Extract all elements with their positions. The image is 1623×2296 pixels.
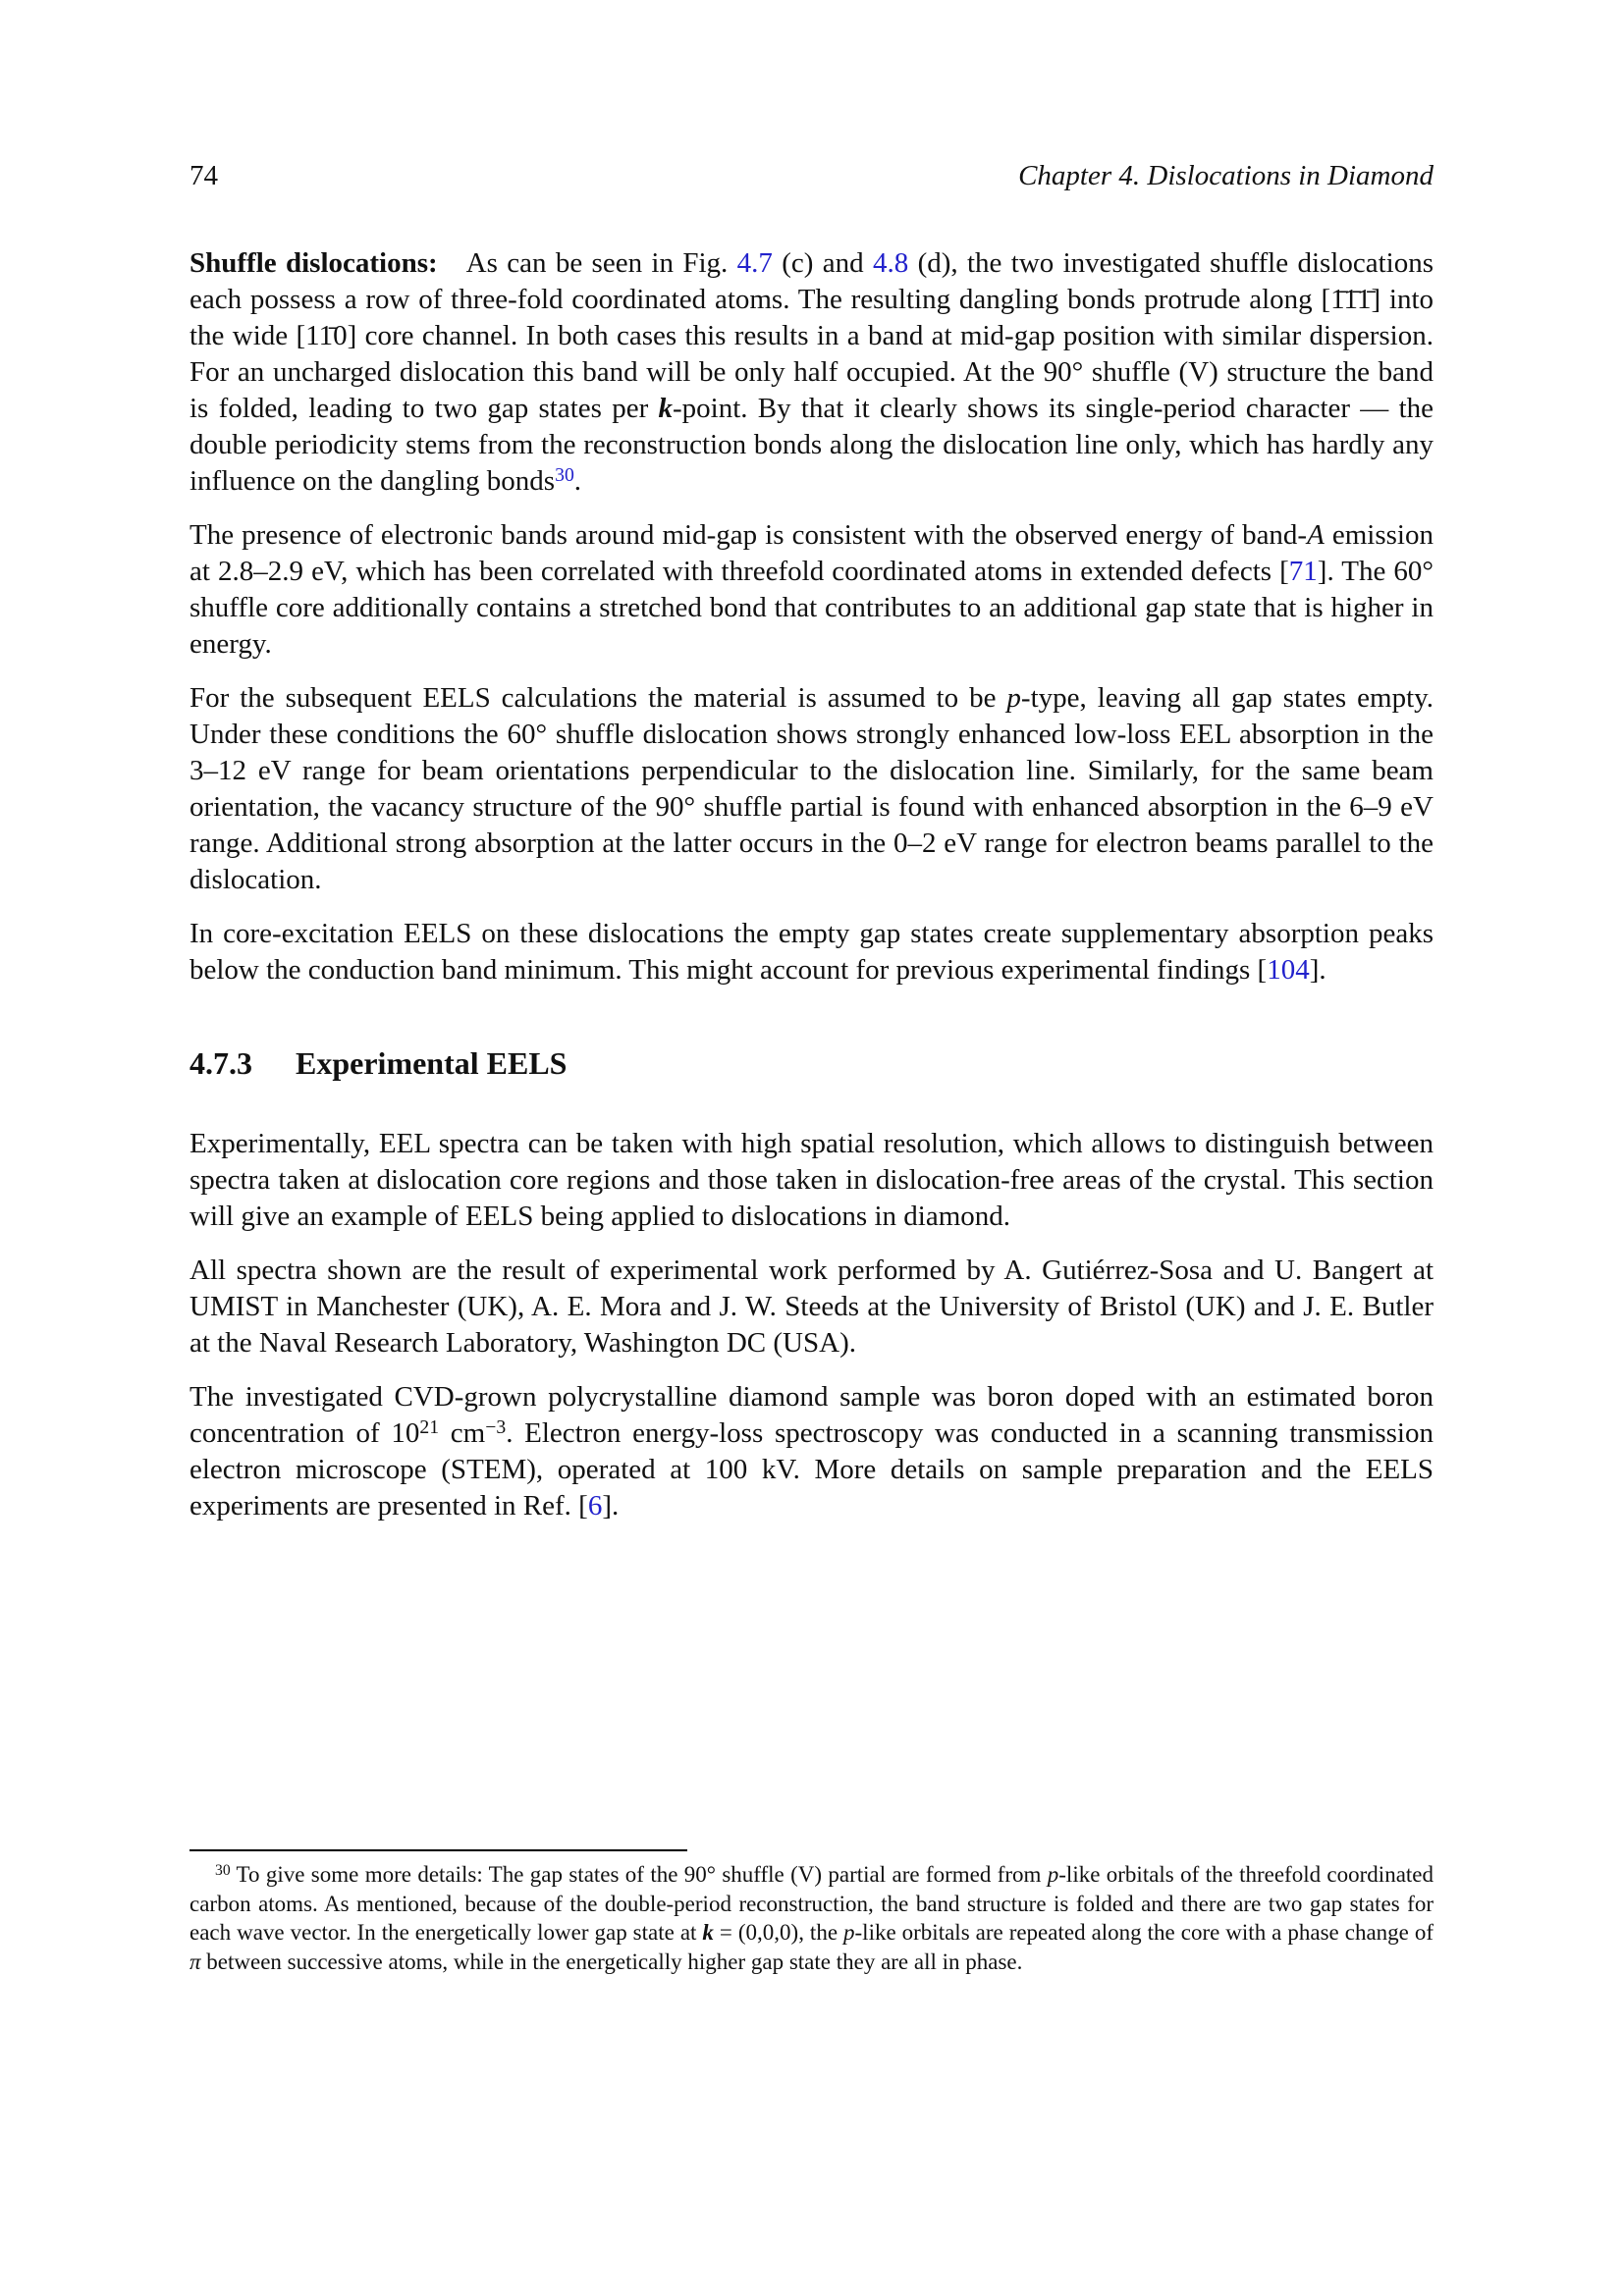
section-title: Experimental EELS xyxy=(296,1045,568,1081)
text-run: = (0,0,0), the xyxy=(713,1920,844,1945)
text-run: between successive atoms, while in the energetically higher gap state they are all in phase. xyxy=(200,1949,1023,1974)
text-run: A xyxy=(1307,519,1325,551)
text-run: . Electron energy-loss spectroscopy was conducted in a scanning transmission electron microscope (STEM), operated at 100 kV. More details on sample preparation and the EELS experiments are presented in Ref. [ xyxy=(189,1417,1434,1522)
paragraph-core-excitation xyxy=(189,916,1434,988)
text-run: All spectra shown are the result of experimental work performed by A. Gutiérrez-Sosa and U. Bangert at UMIST in Manchester (UK), A. E. Mora and J. W. Steeds at the University of Bristol (UK) and J. E. Butler at the Naval Research Laboratory, Washington DC (USA). xyxy=(189,1255,1434,1359)
text-run: emission at 2.8–2.9 eV, which has been correlated with threefold coordinated atoms in extended defects [ xyxy=(189,519,1434,587)
section-heading xyxy=(189,1043,1434,1083)
text-run: The presence of electronic bands around mid-gap is consistent with the observed energy of band- xyxy=(189,519,1308,551)
text-run: −3 xyxy=(485,1416,507,1439)
text-run: . xyxy=(573,465,582,497)
footnote-rule xyxy=(189,1849,687,1851)
text-run: 21 xyxy=(419,1416,440,1439)
figure-ref-4-7[interactable]: 4.7 xyxy=(736,247,773,279)
text-run: (c) and xyxy=(772,247,873,279)
citation-6[interactable]: 6 xyxy=(587,1490,603,1522)
text-run: ]. xyxy=(1309,954,1326,986)
page-number: 74 xyxy=(189,160,218,191)
text-run: ]. The 60° shuffle core additionally contains a stretched bond that contributes to an additional gap state that is higher in energy. xyxy=(189,556,1434,660)
text-run: k xyxy=(658,393,673,424)
footnote-marker-30: 30 xyxy=(215,1861,231,1879)
footnote-area xyxy=(189,1849,1434,1976)
footnote-30 xyxy=(189,1860,1434,1976)
running-title: Chapter 4. Dislocations in Diamond xyxy=(1018,160,1434,191)
paragraph-experimental-eels-intro xyxy=(189,1126,1434,1235)
text-run: (d), the two investigated shuffle dislocations each possess a row of three-fold coordinated atoms. The resulting dangling bonds protrude along [1̄1̄1̄] into the wide [11̄0] core channel. In both cases this results in a band at mid-gap position with similar dispersion. For an uncharged dislocation this band will be only half occupied. At the 90° shuffle (V) structure the band is folded, leading to two gap states per xyxy=(189,247,1434,424)
text-run: For the subsequent EELS calculations the material is assumed to be xyxy=(189,682,1007,714)
text-run: Experimentally, EEL spectra can be taken with high spatial resolution, which allows to distinguish between spectra taken at dislocation core regions and those taken in dislocation-free areas of the crystal. This section will give an example of EELS being applied to dislocations in diamond. xyxy=(189,1128,1434,1232)
paragraph-sample-description xyxy=(189,1379,1434,1524)
text-run: p xyxy=(1047,1862,1059,1887)
text-run: -like orbitals are repeated along the core with a phase change of xyxy=(854,1920,1434,1945)
figure-ref-4-8[interactable]: 4.8 xyxy=(872,247,909,279)
citation-71[interactable]: 71 xyxy=(1288,556,1318,587)
paragraph-collaborators xyxy=(189,1253,1434,1362)
text-run: -point. By that it clearly shows its single-period character — the double periodicity stems from the reconstruction bonds along the dislocation line only, which has hardly any influence on the dangling bonds xyxy=(189,393,1434,497)
text-run: -like orbitals of the threefold coordinated carbon atoms. As mentioned, because of the double-period reconstruction, the band structure is folded and there are two gap states for each wave vector. In the energetically lower gap state at xyxy=(189,1862,1434,1945)
text-run: p xyxy=(843,1920,855,1945)
paragraph-shuffle-dislocations xyxy=(189,245,1434,500)
text-run: To give some more details: The gap states of the 90° shuffle (V) partial are formed from xyxy=(230,1862,1048,1887)
text-run: As can be seen in Fig. xyxy=(437,247,737,279)
citation-104[interactable]: 104 xyxy=(1267,954,1310,986)
page-header xyxy=(189,160,1434,191)
text-run: cm xyxy=(439,1417,486,1449)
page-body xyxy=(189,245,1434,1542)
text-run: -type, leaving all gap states empty. Under these conditions the 60° shuffle dislocation shows strongly enhanced low-loss EEL absorption in the 3–12 eV range for beam orientations perpendicular to the dislocation line. Similarly, for the same beam orientation, the vacancy structure of the 90° shuffle partial is found with enhanced absorption in the 6–9 eV range. Additional strong absorption at the latter occurs in the 0–2 eV range for electron beams parallel to the dislocation. xyxy=(189,682,1434,895)
text-run: π xyxy=(189,1949,201,1974)
paragraph-eels-calculations xyxy=(189,680,1434,898)
footnote-ref-30[interactable]: 30 xyxy=(555,464,574,487)
text-run: ]. xyxy=(602,1490,620,1522)
paragraph-mid-gap-bands xyxy=(189,517,1434,663)
section-number: 4.7.3 xyxy=(189,1045,252,1081)
text-run: k xyxy=(702,1920,714,1945)
text-run: p xyxy=(1006,682,1021,714)
run-in-heading: Shuffle dislocations: xyxy=(189,247,438,279)
text-run: In core-excitation EELS on these dislocations the empty gap states create supplementary absorption peaks below the conduction band minimum. This might account for previous experimental findings [ xyxy=(189,918,1434,986)
text-run: The investigated CVD-grown polycrystalline diamond sample was boron doped with an estimated boron concentration of 10 xyxy=(189,1381,1434,1449)
